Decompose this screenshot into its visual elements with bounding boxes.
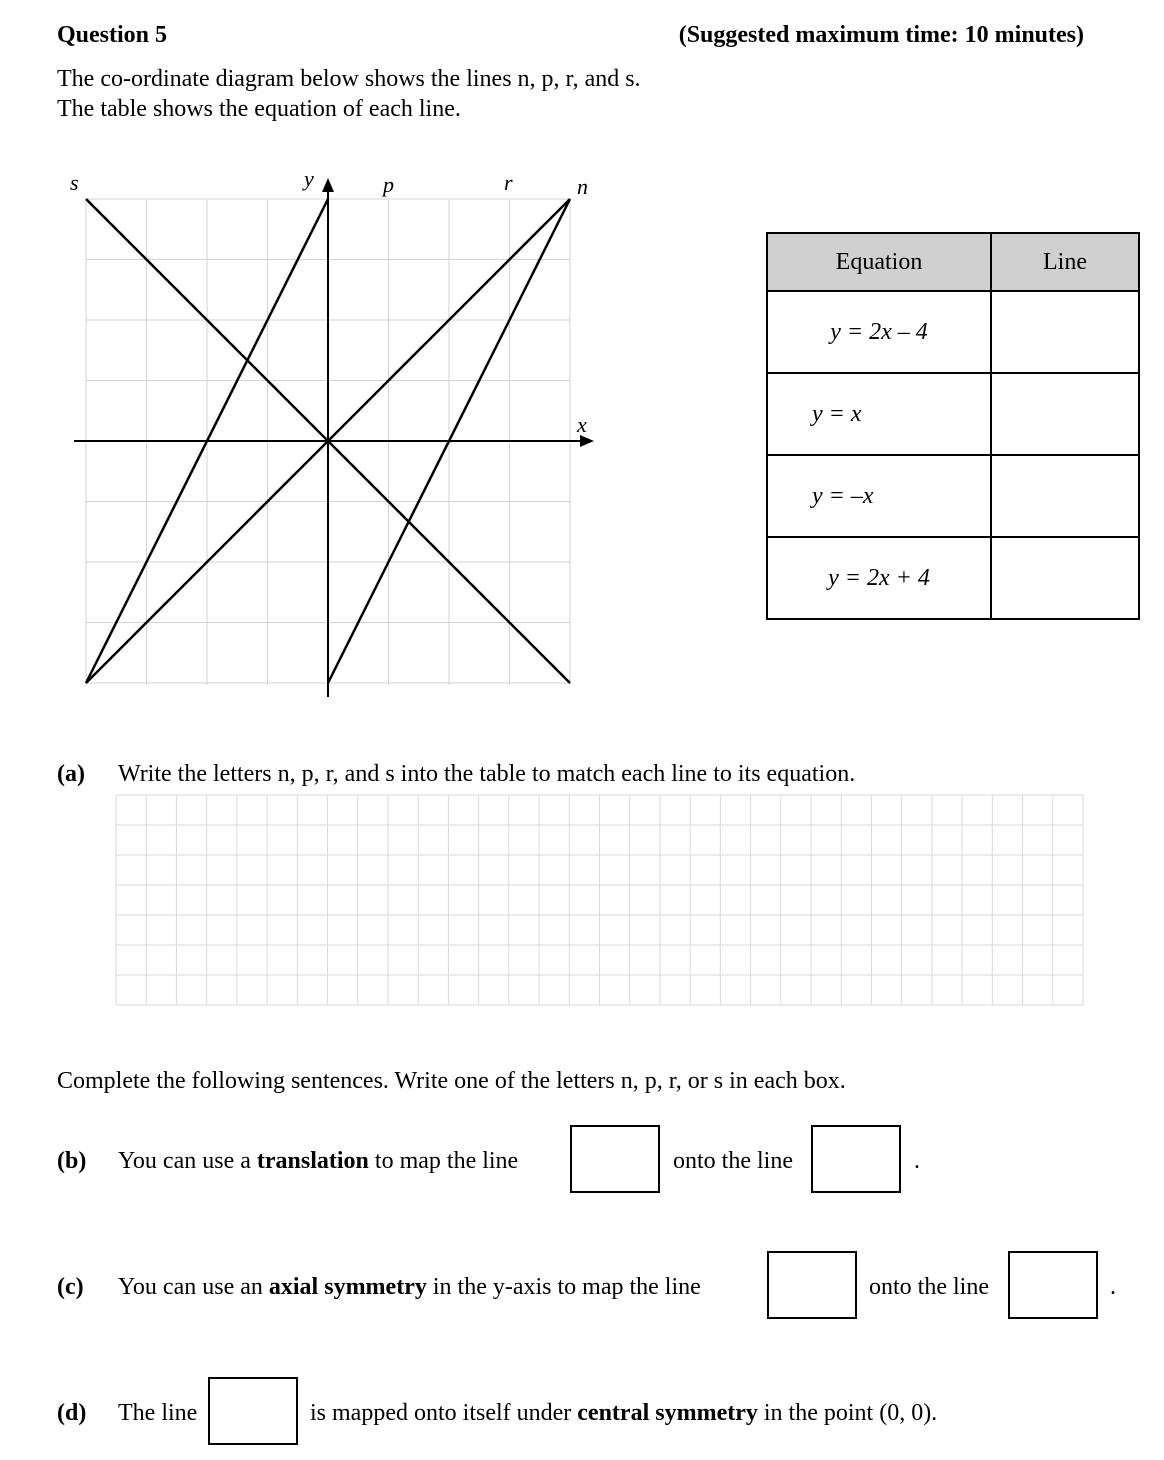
equation-cell: y = –x — [812, 482, 874, 509]
part-d-mid: is mapped onto itself under — [310, 1400, 572, 1426]
part-b-onto: onto the line — [673, 1148, 793, 1174]
part-c-onto: onto the line — [869, 1274, 989, 1300]
answer-box-b2[interactable] — [811, 1125, 901, 1193]
x-axis-label: x — [577, 412, 587, 437]
part-c-keyword: axial symmetry — [268, 1274, 427, 1300]
part-a-text: Write the letters n, p, r, and s into the table to match each line to its equation. — [118, 761, 856, 787]
part-c-pre: You can use an — [118, 1274, 263, 1300]
line-answer-cell[interactable] — [991, 291, 1139, 373]
equation-cell: y = 2x – 4 — [830, 318, 928, 345]
instruction-text: Complete the following sentences. Write one of the letters n, p, r, or s in each box. — [57, 1068, 846, 1094]
period: . — [1110, 1274, 1116, 1300]
part-b-label: (b) — [57, 1148, 87, 1174]
equation-cell: y = 2x + 4 — [828, 564, 930, 591]
part-c-mid: in the y-axis to map the line — [432, 1274, 701, 1300]
line-label-p: p — [383, 172, 394, 197]
part-b-pre: You can use a — [118, 1148, 251, 1174]
table-row — [767, 537, 1139, 619]
suggested-time: (Suggested maximum time: 10 minutes) — [678, 22, 1084, 48]
equation-cell: y = x — [812, 400, 862, 427]
part-d-text — [310, 1400, 937, 1427]
period: . — [914, 1148, 920, 1174]
coordinate-diagram — [0, 160, 640, 720]
line-label-n: n — [577, 174, 588, 199]
working-grid[interactable] — [115, 794, 1085, 1008]
part-b-text — [118, 1148, 518, 1175]
part-a-label: (a) — [57, 761, 85, 787]
y-axis-label: y — [304, 166, 314, 191]
intro-text — [57, 64, 641, 124]
intro-line-1: The co-ordinate diagram below shows the lines n, p, r, and s. — [57, 66, 641, 92]
question-title: Question 5 — [57, 22, 168, 48]
part-c-text — [118, 1274, 701, 1301]
answer-box-b1[interactable] — [570, 1125, 660, 1193]
y-axis-arrow — [322, 178, 334, 192]
answer-box-c2[interactable] — [1008, 1251, 1098, 1319]
line-answer-cell[interactable] — [991, 373, 1139, 455]
part-d-label: (d) — [57, 1400, 87, 1426]
part-d-post: in the point (0, 0). — [763, 1400, 938, 1426]
header-equation: Equation — [767, 233, 991, 291]
line-answer-cell[interactable] — [991, 455, 1139, 537]
part-b-keyword: translation — [256, 1148, 369, 1174]
intro-line-2: The table shows the equation of each line. — [57, 96, 461, 122]
line-answer-cell[interactable] — [991, 537, 1139, 619]
axes — [74, 178, 594, 697]
line-label-r: r — [504, 170, 513, 195]
answer-box-c1[interactable] — [767, 1251, 857, 1319]
equation-table — [766, 232, 1140, 620]
line-label-s: s — [70, 170, 79, 195]
header-line: Line — [991, 233, 1139, 291]
part-d-pre: The line — [118, 1400, 198, 1426]
table-row — [767, 373, 1139, 455]
part-c-label: (c) — [57, 1274, 84, 1300]
table-row — [767, 291, 1139, 373]
part-d-keyword: central symmetry — [577, 1400, 758, 1426]
table-row — [767, 455, 1139, 537]
part-b-mid: to map the line — [374, 1148, 519, 1174]
answer-box-d[interactable] — [208, 1377, 298, 1445]
